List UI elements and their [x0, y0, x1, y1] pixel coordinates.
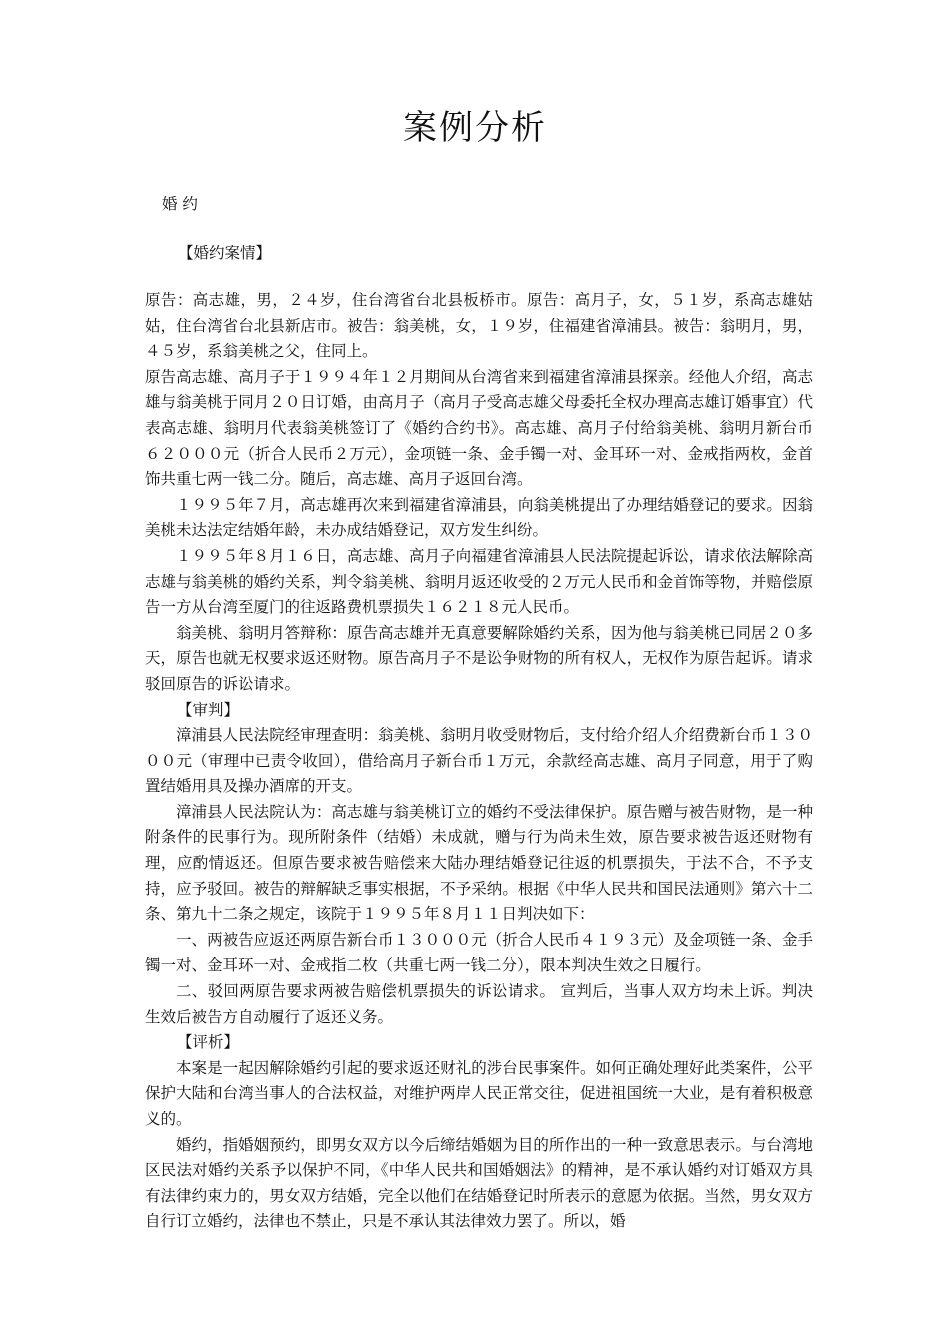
paragraph: 翁美桃、翁明月答辩称：原告高志雄并无真意要解除婚约关系，因为他与翁美桃已同居２０多天，原告也就无权要求返还财物。原告高月子不是讼争财物的所有权人，无权作为原告起诉。请求驳回原告的诉讼请求。: [145, 623, 813, 693]
section-heading-case: 【婚约案情】: [178, 244, 272, 262]
paragraph: １９９５年７月，高志雄再次来到福建省漳浦县，向翁美桃提出了办理结婚登记的要求。因翁美桃未达法定结婚年龄，未办成结婚登记，双方发生纠纷。: [145, 495, 813, 540]
section-heading-analysis: 【评析】: [177, 1033, 240, 1052]
paragraph: 原告：高志雄，男，２４岁，住台湾省台北县板桥市。原告：高月子，女，５１岁，系高志雄姑姑，住台湾省台北县新店市。被告：翁美桃，女，１９岁，住福建省漳浦县。被告：翁明月，男，４５岁，系翁美桃之父，住同上。: [145, 291, 813, 361]
paragraph: 漳浦县人民法院经审理查明：翁美桃、翁明月收受财物后，支付给介绍人介绍费新台币１３０００元（审理中已责令收回），借给高月子新台币１万元，余款经高志雄、高月子同意，用于了购置结婚用具及操办酒席的开支。: [145, 726, 813, 796]
paragraph: 漳浦县人民法院认为：高志雄与翁美桃订立的婚约不受法律保护。原告赠与被告财物，是一种附条件的民事行为。现所附条件（结婚）未成就，赠与行为尚未生效，原告要求被告返还财物有理，应酌情返还。但原告要求被告赔偿来大陆办理结婚登记往返的机票损失，于法不合，不予支持，应予驳回。被告的辩解缺乏事实根据，不予采纳。根据《中华人民共和国民法通则》第六十二条、第九十二条之规定，该院于１９９５年８月１１日判决如下：: [145, 802, 813, 924]
paragraph: 一、两被告应返还两原告新台币１３０００元（折合人民币４１９３元）及金项链一条、金手镯一对、金耳环一对、金戒指二枚（共重七两一钱二分），限本判决生效之日履行。: [145, 930, 813, 975]
section-heading-judgment: 【审判】: [177, 700, 240, 719]
paragraph: 婚约，指婚姻预约，即男女双方以今后缔结婚姻为目的所作出的一种一致意思表示。与台湾地区民法对婚约关系予以保护不同，《中华人民共和国婚姻法》的精神，是不承认婚约对订婚双方具有法律约束力的，男女双方结婚，完全以他们在结婚登记时所表示的意愿为依据。当然，男女双方自行订立婚约，法律也不禁止，只是不承认其法律效力罢了。所以，婚: [145, 1135, 813, 1231]
subheading: 婚 约: [162, 195, 198, 213]
page-title: 案例分析: [403, 108, 547, 148]
paragraph: 原告高志雄、高月子于１９９４年１２月期间从台湾省来到福建省漳浦县探亲。经他人介绍，高志雄与翁美桃于同月２０日订婚，由高月子（高月子受高志雄父母委托全权办理高志雄订婚事宜）代表高志雄、翁明月代表翁美桃签订了《婚约合约书》。高志雄、高月子付给翁美桃、翁明月新台币６２０００元（折合人民币２万元），金项链一条、金手镯一对、金耳环一对、金戒指两枚，金首饰共重七两一钱二分。随后，高志雄、高月子返回台湾。: [145, 367, 813, 489]
paragraph: 本案是一起因解除婚约引起的要求返还财礼的涉台民事案件。如何正确处理好此类案件，公平保护大陆和台湾当事人的合法权益，对维护两岸人民正常交往，促进祖国统一大业，是有着积极意义的。: [145, 1058, 813, 1128]
paragraph: １９９５年８月１６日，高志雄、高月子向福建省漳浦县人民法院提起诉讼，请求依法解除高志雄与翁美桃的婚约关系，判令翁美桃、翁明月返还收受的２万元人民币和金首饰等物，并赔偿原告一方从台湾至厦门的往返路费机票损失１６２１８元人民币。: [145, 546, 813, 617]
body-text: [145, 288, 813, 1235]
paragraph: 二、驳回两原告要求两被告赔偿机票损失的诉讼请求。 宣判后，当事人双方均未上诉。判决生效后被告方自动履行了返还义务。: [145, 982, 813, 1026]
